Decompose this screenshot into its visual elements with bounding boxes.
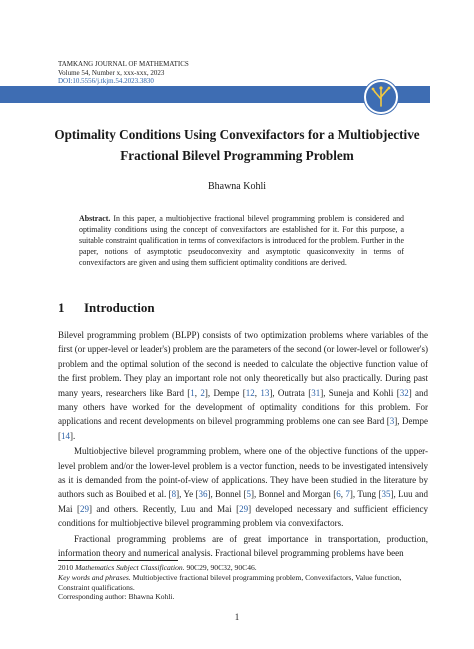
text-run: 2010 <box>58 563 76 572</box>
paragraph-1 <box>58 328 428 443</box>
text-run: Mathematics Subject Classification. <box>75 563 185 572</box>
citation-link[interactable]: 7 <box>345 489 350 500</box>
abstract-label: Abstract. <box>79 214 111 223</box>
text-run: ], Outrata [ <box>269 387 312 398</box>
text-run: Multiobjective fractional bilevel programming problem, Convexifactors, Value function, Constraint qualifications. <box>58 572 402 592</box>
text-run: ] and others. Recently, Luu and Mai [ <box>88 503 240 514</box>
citation-link[interactable]: 14 <box>61 430 70 441</box>
text-run: ], Dempe [ <box>58 416 428 441</box>
citation-link[interactable]: 1 <box>190 387 195 398</box>
abstract <box>79 214 404 269</box>
text-run: ] and many others have worked for the development of optimality conditions for this problem. For applications and recent developments on bilevel programming problems one can see Bard [ <box>58 387 429 427</box>
text-run: Multiobjective bilevel programming problem, where one of the objective functions of the upper-level problem and/or the lower-level problem is a vector function, needs to be investigated intensively as it is demanded from the point-of-view of applications. They have been studied in the literature by authors such as Bouibed et al. [ <box>58 446 428 500</box>
footnote-msc <box>58 563 428 573</box>
paragraph-3: Fractional programming problems are of great importance in transportation, production, information theory and numerical analysis. Fractional bilevel programming problems have been <box>58 533 428 559</box>
abstract-text: In this paper, a multiobjective fractional bilevel programming problem is considered and optimality conditions using the concept of convexifactors are established for it. For this purpose, a suitable constraint qualification in terms of convexifactors is introduced for the problem. Further in the paper, notions of asymptotic pseudoconvexity and asymptotic quasiconvexity in terms of convexifactors are given and using them sufficient optimality conditions are derived. <box>79 214 404 267</box>
citation-link[interactable]: 29 <box>79 503 89 514</box>
text-run: , <box>254 387 261 398</box>
title-line-2: Fractional Bilevel Programming Problem <box>120 148 354 163</box>
citation-link[interactable]: 6 <box>336 489 341 500</box>
text-run: , <box>194 387 201 398</box>
doi-link[interactable]: DOI:10.5556/j.tkjm.54.2023.3830 <box>58 77 154 85</box>
section-number: 1 <box>58 300 65 315</box>
journal-header <box>58 60 189 86</box>
citation-link[interactable]: 32 <box>399 387 409 398</box>
citation-link[interactable]: 3 <box>389 416 395 427</box>
citation-link[interactable]: 35 <box>381 489 391 500</box>
citation-link[interactable]: 2 <box>200 387 205 398</box>
text-run: ], Tung [ <box>349 489 382 500</box>
author-name: Bhawna Kohli <box>207 181 267 192</box>
text-run: ], Dempe [ <box>204 387 246 398</box>
text-run: Bilevel programming problem (BLPP) consists of two optimization problems where variables of the first (or upper-level or leader's) problem are the parameters of the second (or lower-level or follower's) problem and the optimal solution of the second is needed to calculate the objective function value of the first problem. They play an important role not only theoretically but also practically. During past many years, researchers like Bard [ <box>58 330 428 398</box>
text-run: ], Luu and Mai [ <box>58 489 428 514</box>
text-run: ], Bonnel [ <box>207 489 247 500</box>
citation-link[interactable]: 31 <box>311 387 321 398</box>
text-run: , <box>340 489 346 500</box>
paragraph-2 <box>58 444 428 530</box>
journal-volume: Volume 54, Number x, xxx-xxx, 2023 <box>58 68 165 77</box>
text-run: ]. <box>70 430 76 441</box>
citation-link[interactable]: 36 <box>198 489 208 500</box>
title-line-1: Optimality Conditions Using Convexifactors for a Multiobjective <box>54 127 420 142</box>
footnote-divider <box>58 560 178 561</box>
text-run: ], Ye [ <box>176 489 199 500</box>
citation-link[interactable]: 8 <box>171 489 177 500</box>
citation-link[interactable]: 5 <box>246 489 252 500</box>
footnote-keywords <box>58 573 428 593</box>
text-run: ] developed necessary and sufficient efficiency conditions for multiobjective bilevel programming problem via convexifactors. <box>58 503 428 529</box>
citation-link[interactable]: 12 <box>245 387 255 398</box>
page-number: 1 <box>234 612 240 622</box>
text-run: ], Bonnel and Morgan [ <box>251 489 337 500</box>
text-run: Key words and phrases. <box>58 572 131 582</box>
citation-link[interactable]: 29 <box>239 503 249 514</box>
tree-emblem-icon <box>364 80 398 114</box>
text-run: ], Suneja and Kohli [ <box>320 387 400 398</box>
section-title: Introduction <box>84 300 155 315</box>
paper-title <box>40 124 434 166</box>
journal-name: TAMKANG JOURNAL OF MATHEMATICS <box>58 60 189 68</box>
citation-link[interactable]: 13 <box>260 387 270 398</box>
text-run: 90C29, 90C32, 90C46. <box>184 563 257 572</box>
body-text <box>58 328 428 562</box>
section-heading <box>58 300 155 316</box>
footnote-corresponding: Corresponding author: Bhawna Kohli. <box>58 592 175 602</box>
footnotes <box>58 563 428 602</box>
